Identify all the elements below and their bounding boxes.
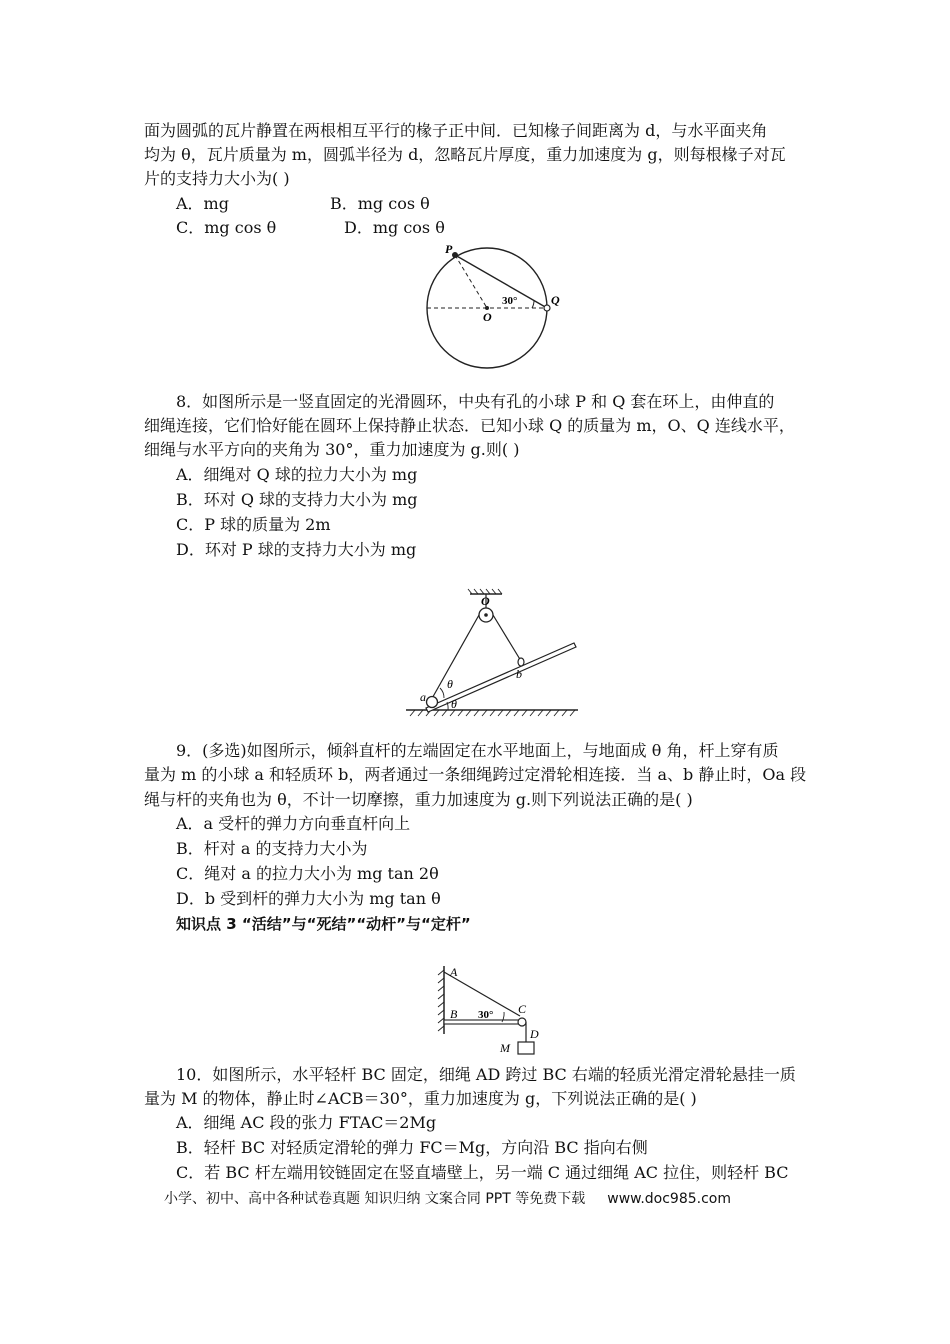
q9-option-a: A．a 受杆的弹力方向垂直杆向上	[176, 814, 411, 833]
q9-option-b: B．杆对 a 的支持力大小为	[176, 839, 368, 858]
q9-line-2: 量为 m 的小球 a 和轻质环 b，两者通过一条细绳跨过定滑轮相连接．当 a、b 静止时，Oa 段	[144, 765, 807, 784]
label-m: M	[500, 1041, 510, 1055]
ball-q	[544, 305, 550, 311]
label-d: D	[530, 1027, 539, 1041]
label-b: b	[516, 667, 522, 681]
q8-option-b: B．环对 Q 球的支持力大小为 mg	[176, 490, 418, 509]
label-b: B	[450, 1007, 458, 1021]
label-30deg: 30°	[502, 295, 518, 307]
angle-arc	[532, 300, 534, 308]
radius-op	[455, 255, 487, 308]
q8-option-a: A．细绳对 Q 球的拉力大小为 mg	[176, 465, 418, 484]
rope-ob	[493, 615, 521, 661]
intro-line-2: 均为 θ，瓦片质量为 m，圆弧半径为 d，忽略瓦片厚度，重力加速度为 g，则每根椽子对瓦	[144, 145, 786, 164]
q8-line-1: 8．如图所示是一竖直固定的光滑圆环，中央有孔的小球 P 和 Q 套在环上，由伸直的	[176, 392, 775, 411]
footer	[164, 1188, 731, 1208]
label-theta-ground: θ	[451, 697, 457, 711]
label-q: Q	[551, 293, 560, 307]
label-o: O	[481, 594, 490, 608]
q9-line-3: 绳与杆的夹角也为 θ，不计一切摩擦，重力加速度为 g.则下列说法正确的是( )	[144, 790, 693, 809]
footer-text: 小学、初中、高中各种试卷真题 知识归纳 文案合同 PPT 等免费下载	[164, 1191, 586, 1207]
q8-line-2: 细绳连接，它们恰好能在圆环上保持静止状态．已知小球 Q 的质量为 m，O、Q 连线水平，	[144, 416, 795, 435]
q9-option-c: C．绳对 a 的拉力大小为 mg tan 2θ	[176, 864, 439, 883]
q10-option-b: B．轻杆 BC 对轻质定滑轮的弹力 FC＝Mg，方向沿 BC 指向右侧	[176, 1138, 648, 1157]
ball-p	[452, 252, 458, 258]
label-a: A	[450, 965, 458, 979]
figure-q8-ring	[420, 240, 570, 370]
label-c: C	[518, 1002, 527, 1016]
q8-line-3: 细绳与水平方向的夹角为 30°，重力加速度为 g.则( )	[144, 440, 520, 459]
theta-arc-rope	[440, 688, 444, 698]
intro-option-c: C．mg cos θ	[176, 218, 277, 237]
wall-hatch	[438, 970, 444, 1031]
string-pq	[455, 255, 547, 308]
q10-option-a: A．细绳 AC 段的张力 FTAC＝2Mg	[176, 1113, 437, 1132]
q10-option-c: C．若 BC 杆左端用铰链固定在竖直墙壁上，另一端 C 通过细绳 AC 拉住，则轻杆 BC	[176, 1163, 789, 1182]
intro-option-b: B．mg cos θ	[330, 194, 430, 213]
intro-line-1: 面为圆弧的瓦片静置在两根相互平行的椽子正中间．已知椽子间距离为 d，与水平面夹角	[144, 121, 768, 140]
pulley-c	[518, 1018, 526, 1026]
ring-b	[518, 658, 524, 666]
footer-site-link[interactable]: www.doc985.com	[607, 1191, 731, 1207]
figure-q10-pulley	[430, 960, 550, 1060]
label-theta-rope: θ	[447, 677, 453, 691]
intro-line-3: 片的支持力大小为( )	[144, 169, 290, 188]
q8-option-c: C．P 球的质量为 2m	[176, 515, 331, 534]
ground-hatch	[410, 710, 575, 716]
knowledge-point-heading: 知识点 3 “活结”与“死结”“动杆”与“定杆”	[176, 915, 471, 933]
q8-option-d: D．环对 P 球的支持力大小为 mg	[176, 540, 417, 559]
mass-m	[518, 1042, 534, 1054]
label-30deg: 30°	[478, 1009, 494, 1021]
q9-option-d: D．b 受到杆的弹力大小为 mg tan θ	[176, 889, 441, 908]
intro-option-d: D．mg cos θ	[344, 218, 445, 237]
q10-line-1: 10．如图所示，水平轻杆 BC 固定，细绳 AD 跨过 BC 右端的轻质光滑定滑轮悬挂一质	[176, 1065, 796, 1084]
ball-a	[427, 697, 438, 708]
pulley-axle	[484, 613, 488, 617]
label-a: a	[420, 690, 426, 704]
figure-q9-incline	[400, 588, 584, 718]
intro-option-a: A．mg	[176, 194, 229, 213]
q10-line-2: 量为 M 的物体，静止时∠ACB＝30°，重力加速度为 g，下列说法正确的是( )	[144, 1089, 697, 1108]
label-o: O	[483, 310, 492, 324]
q9-line-1: 9．(多选)如图所示，倾斜直杆的左端固定在水平地面上，与地面成 θ 角，杆上穿有质	[176, 741, 779, 760]
label-p: P	[445, 242, 453, 256]
